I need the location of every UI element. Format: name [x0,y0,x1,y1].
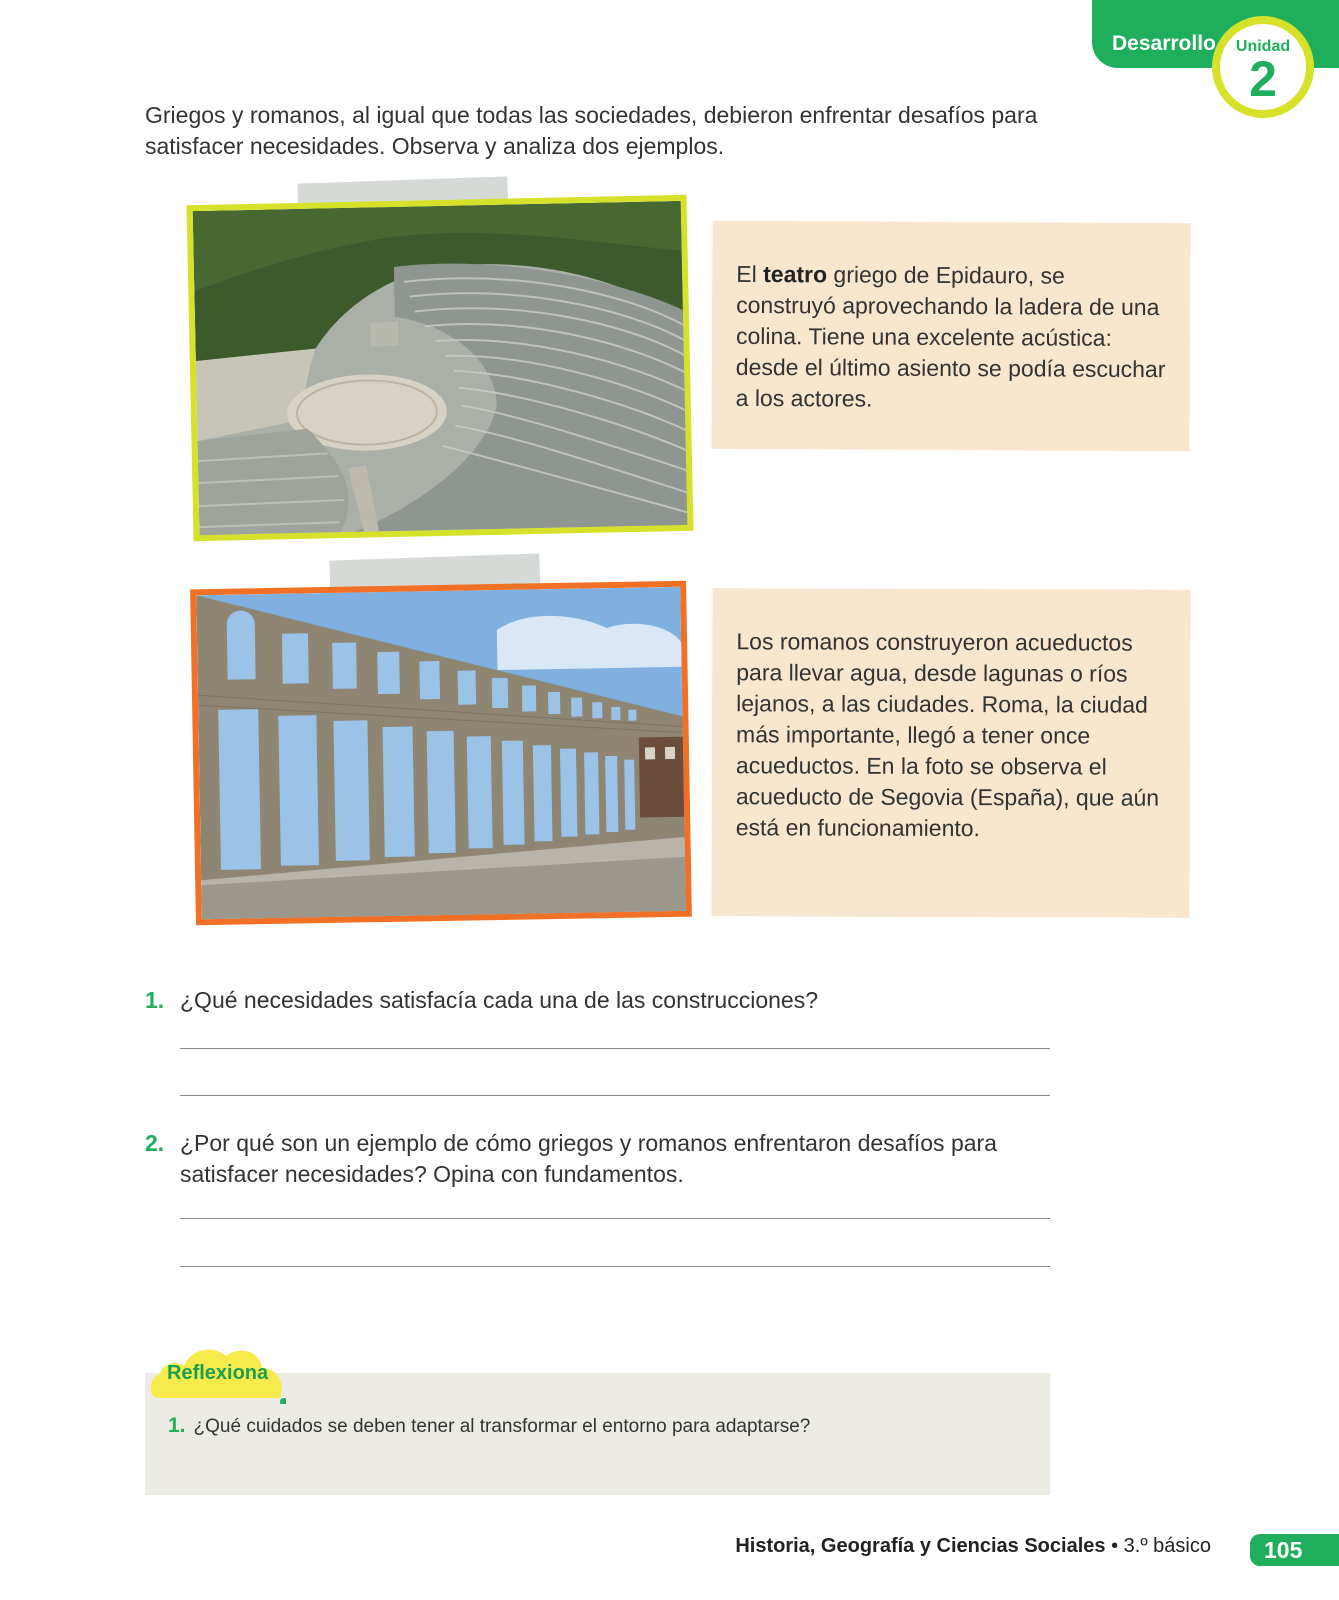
question-2-text: ¿Por qué son un ejemplo de cómo griegos y romanos enfrentaron desafíos para satisfacer necesidades? Opina con fundamentos. [180,1130,997,1187]
footer-text [735,1535,1211,1558]
reflexiona-question [168,1414,810,1438]
question-1-number: 1. [145,987,165,1013]
question-1 [145,985,1045,1016]
answer-line-1b[interactable] [180,1095,1050,1096]
intro-paragraph: Griegos y romanos, al igual que todas las sociedades, debieron enfrentar desafíos para satisfacer necesidades. Observa y analiza dos ejemplos. [145,102,1038,159]
theater-note [711,221,1190,451]
aqueduct-photo [190,581,692,926]
question-1-text: ¿Qué necesidades satisfacía cada una de las construcciones? [180,987,818,1013]
question-2-number: 2. [145,1130,165,1156]
footer-bullet: • [1111,1535,1119,1557]
aqueduct-note: Los romanos construyeron acueductos para llevar agua, desde lagunas o ríos lejanos, a las ciudades. Roma, la ciudad más importante, llegó a tener once acueductos. En la foto se observa el acueducto de Segovia (España), que aún está en funcionamiento. [711,588,1190,918]
answer-line-2b[interactable] [180,1266,1050,1267]
reflexiona-title: Reflexiona [167,1362,269,1384]
theater-note-bold: teatro [763,261,828,288]
theater-illustration [193,201,690,537]
theater-note-before: El [736,260,764,288]
footer-grade: 3.º básico [1123,1535,1211,1557]
unit-number: 2 [1249,51,1277,107]
theater-photo [187,195,694,541]
unit-badge [1212,16,1314,118]
footer-subject: Historia, Geografía y Ciencias Sociales [735,1535,1106,1557]
aqueduct-illustration [196,587,688,921]
reflexiona-text: ¿Qué cuidados se deben tener al transformar el entorno para adaptarse? [193,1416,811,1437]
reflexiona-number: 1. [168,1414,186,1437]
question-2 [145,1128,1045,1190]
page-number: 105 [1250,1534,1339,1566]
section-label: Desarrollo [1112,32,1216,55]
answer-line-2a[interactable] [180,1218,1050,1219]
theater-note-after: griego de Epidauro, se construyó aprovechando la ladera de una colina. Tiene una excelente acústica: desde el último asiento se podía escuchar a los actores. [735,261,1166,412]
unit-word: Unidad [1235,38,1291,55]
answer-line-1a[interactable] [180,1048,1050,1049]
